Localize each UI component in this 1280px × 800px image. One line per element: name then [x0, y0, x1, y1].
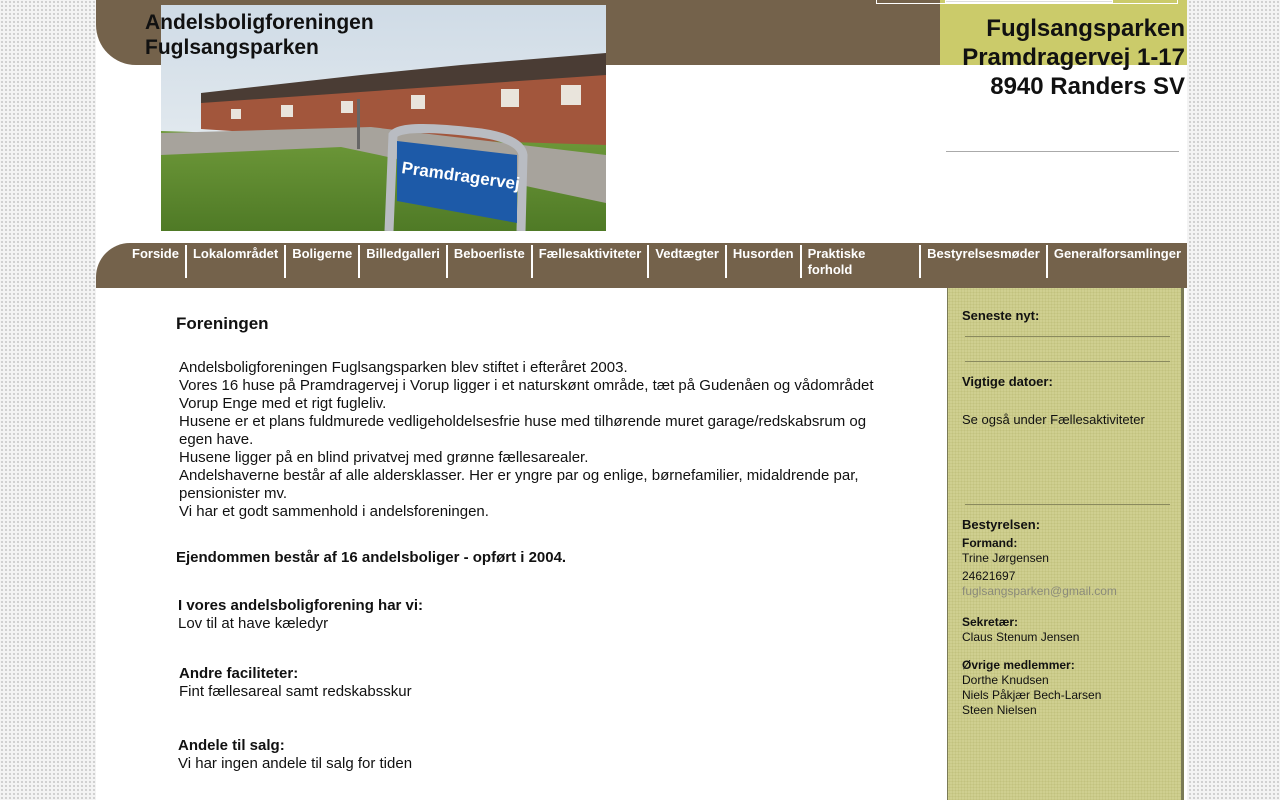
chair-phone: 24621697	[962, 569, 1016, 583]
sidebar	[947, 288, 1184, 800]
site-title-line-2: Fuglsangsparken	[145, 36, 319, 59]
search-input[interactable]	[945, 0, 1113, 3]
nav-label[interactable]: Forside	[132, 246, 179, 261]
sale-text: Vi har ingen andele til salg for tiden	[178, 755, 413, 772]
divider	[946, 151, 1179, 152]
page	[96, 0, 1187, 800]
top-search-box	[876, 0, 1178, 4]
main-nav	[96, 243, 1187, 288]
nav-label[interactable]: Bestyrelsesmøder	[927, 246, 1040, 261]
members-label: Øvrige medlemmer:	[962, 658, 1075, 672]
chair-name: Trine Jørgensen	[962, 551, 1049, 565]
pets-text: Lov til at have kæledyr	[178, 615, 329, 632]
page-title: Foreningen	[176, 314, 269, 333]
nav-item-forside[interactable]	[126, 245, 185, 278]
secretary-label: Sekretær:	[962, 615, 1019, 629]
nav-label[interactable]: Boligerne	[292, 246, 353, 261]
site-title	[145, 10, 374, 60]
facilities-text: Fint fællesareal samt redskabsskur	[179, 683, 412, 700]
pets-heading: I vores andelsboligforening har vi:	[178, 597, 424, 614]
intro-paragraph: Andelsboligforeningen Fuglsangsparken blev stiftet i efteråret 2003.	[179, 359, 628, 376]
sale-section	[178, 737, 412, 773]
nav-label[interactable]: Generalforsamlinger	[1053, 246, 1181, 261]
pets-section	[178, 597, 423, 633]
nav-item-faellesaktiviteter[interactable]	[531, 245, 648, 278]
member-name: Niels Påkjær Bech-Larsen	[962, 688, 1102, 702]
nav-item-billedgalleri[interactable]	[358, 245, 446, 278]
nav-list	[126, 244, 1187, 278]
member-name: Dorthe Knudsen	[962, 673, 1049, 687]
property-note: Ejendommen består af 16 andelsboliger - opført i 2004.	[176, 549, 567, 566]
chair-block	[962, 536, 1117, 599]
nav-item-praktiske-forhold[interactable]	[800, 245, 920, 278]
nav-item-husorden[interactable]	[725, 245, 800, 278]
nav-item-generalforsamlinger[interactable]	[1046, 245, 1187, 278]
nav-item-beboerliste[interactable]	[446, 245, 531, 278]
site-title-line-1: Andelsboligforeningen	[145, 11, 374, 34]
main-content	[176, 288, 956, 800]
nav-item-boligerne[interactable]	[284, 245, 358, 278]
member-name: Steen Nielsen	[962, 703, 1037, 717]
nav-item-vedtaegter[interactable]	[647, 245, 725, 278]
dates-text: Se også under Fællesaktiviteter	[962, 412, 1145, 427]
chair-email-link[interactable]: fuglsangsparken@gmail.com	[962, 584, 1117, 598]
dates-heading: Vigtige datoer:	[962, 374, 1053, 389]
nav-label[interactable]: Lokalområdet	[192, 246, 279, 261]
news-heading: Seneste nyt:	[962, 308, 1040, 323]
intro-paragraph: Husene ligger på en blind privatvej med grønne fællesarealer.	[179, 449, 589, 466]
nav-label[interactable]: Praktiske forhold	[807, 246, 866, 277]
nav-label[interactable]: Vedtægter	[655, 246, 719, 261]
address-line-2: Pramdragervej 1-17	[962, 44, 1185, 71]
street-sign-text: Pramdragervej	[400, 158, 522, 194]
secretary-name: Claus Stenum Jensen	[962, 630, 1080, 644]
nav-label[interactable]: Husorden	[732, 246, 794, 261]
address-line-3: 8940 Randers SV	[990, 73, 1185, 100]
divider	[965, 361, 1170, 362]
intro-paragraph: Vi har et godt sammenhold i andelsforeningen.	[179, 503, 489, 520]
divider	[965, 504, 1170, 505]
nav-label[interactable]: Fællesaktiviteter	[538, 246, 642, 261]
divider	[965, 336, 1170, 337]
intro-text	[179, 359, 889, 521]
facilities-section	[179, 665, 412, 701]
intro-paragraph: Andelshaverne består af alle aldersklasser. Her er yngre par og enlige, børnefamilier, midaldrende par, pensionister mv.	[179, 467, 859, 502]
nav-label[interactable]: Billedgalleri	[366, 246, 440, 261]
members-block	[962, 658, 1101, 718]
board-heading: Bestyrelsen:	[962, 517, 1041, 532]
secretary-block	[962, 615, 1079, 645]
address-line-1: Fuglsangsparken	[986, 15, 1185, 42]
facilities-heading: Andre faciliteter:	[179, 665, 299, 682]
nav-item-bestyrelsesmoder[interactable]	[919, 245, 1046, 278]
nav-label[interactable]: Beboerliste	[453, 246, 525, 261]
intro-paragraph: Vores 16 huse på Pramdragervej i Vorup ligger i et naturskønt område, tæt på Gudenåen og vådområdet Vorup Enge med et rigt fugleliv.	[179, 377, 874, 412]
address-block	[962, 14, 1185, 101]
intro-paragraph: Husene er et plans fuldmurede vedligeholdelsesfrie huse med tilhørende muret garage/redskabsrum og egen have.	[179, 413, 867, 448]
sale-heading: Andele til salg:	[178, 737, 285, 754]
nav-item-lokalomradet[interactable]	[185, 245, 284, 278]
chair-label: Formand:	[962, 536, 1018, 550]
